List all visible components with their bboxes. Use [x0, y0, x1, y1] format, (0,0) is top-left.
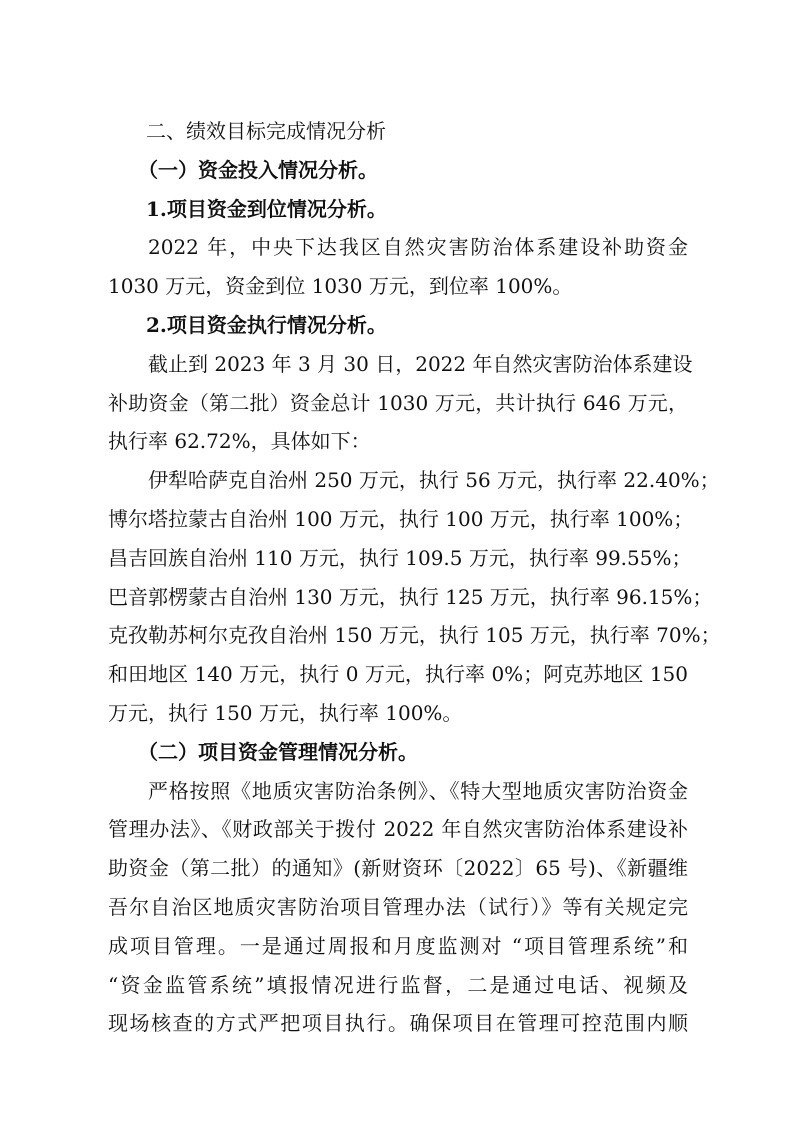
- paragraph-line: 执行率 62.72%，具体如下：: [108, 429, 371, 454]
- paragraph-line: 补助资金（第二批）资金总计 1030 万元，共计执行 646 万元，: [108, 390, 688, 415]
- subsection-heading-funding-input: （一）资金投入情况分析。: [138, 157, 378, 182]
- paragraph-line: 现场核查的方式严把项目执行。确保项目在管理可控范围内顺: [108, 1011, 688, 1036]
- item-heading-funding-arrival: 1.项目资金到位情况分析。: [146, 196, 387, 221]
- paragraph-line: 管理办法》、《财政部关于拨付 2022 年自然灾害防治体系建设补: [108, 817, 688, 842]
- paragraph-line: 助资金（第二批）的通知》(新财资环〔2022〕65 号)、《新疆维: [108, 856, 688, 881]
- paragraph-line: 克孜勒苏柯尔克孜自治州 150 万元，执行 105 万元，执行率 70%；: [108, 623, 721, 648]
- paragraph-line: 1030 万元，资金到位 1030 万元，到位率 100%。: [108, 274, 573, 299]
- document-body: [108, 112, 721, 1043]
- section-heading: 二、绩效目标完成情况分析: [146, 119, 386, 143]
- paragraph-line: 成项目管理。一是通过周报和月度监测对 “项目管理系统”和: [108, 933, 688, 958]
- paragraph-line: 2022 年，中央下达我区自然灾害防治体系建设补助资金: [148, 235, 688, 260]
- paragraph-line: 吾尔自治区地质灾害防治项目管理办法（试行）》等有关规定完: [108, 894, 688, 919]
- paragraph-line: 博尔塔拉蒙古自治州 100 万元，执行 100 万元，执行率 100%；: [108, 506, 694, 531]
- subsection-heading-funding-management: （二）项目资金管理情况分析。: [138, 739, 418, 764]
- paragraph-line: 截止到 2023 年 3 月 30 日，2022 年自然灾害防治体系建设: [148, 351, 693, 376]
- paragraph-line: 严格按照《地质灾害防治条例》、《特大型地质灾害防治资金: [148, 778, 688, 803]
- paragraph-line: 万元，执行 150 万元，执行率 100%。: [108, 700, 463, 725]
- paragraph-line: 伊犁哈萨克自治州 250 万元，执行 56 万元，执行率 22.40%；: [148, 468, 720, 493]
- paragraph-line: “资金监管系统”填报情况进行监督，二是通过电话、视频及: [108, 972, 688, 997]
- paragraph-line: 巴音郭楞蒙古自治州 130 万元，执行 125 万元，执行率 96.15%；: [108, 584, 713, 609]
- paragraph-line: 和田地区 140 万元，执行 0 万元，执行率 0%；阿克苏地区 150: [108, 662, 688, 687]
- item-heading-funding-execution: 2.项目资金执行情况分析。: [146, 312, 387, 337]
- paragraph-line: 昌吉回族自治州 110 万元，执行 109.5 万元，执行率 99.55%；: [108, 545, 692, 570]
